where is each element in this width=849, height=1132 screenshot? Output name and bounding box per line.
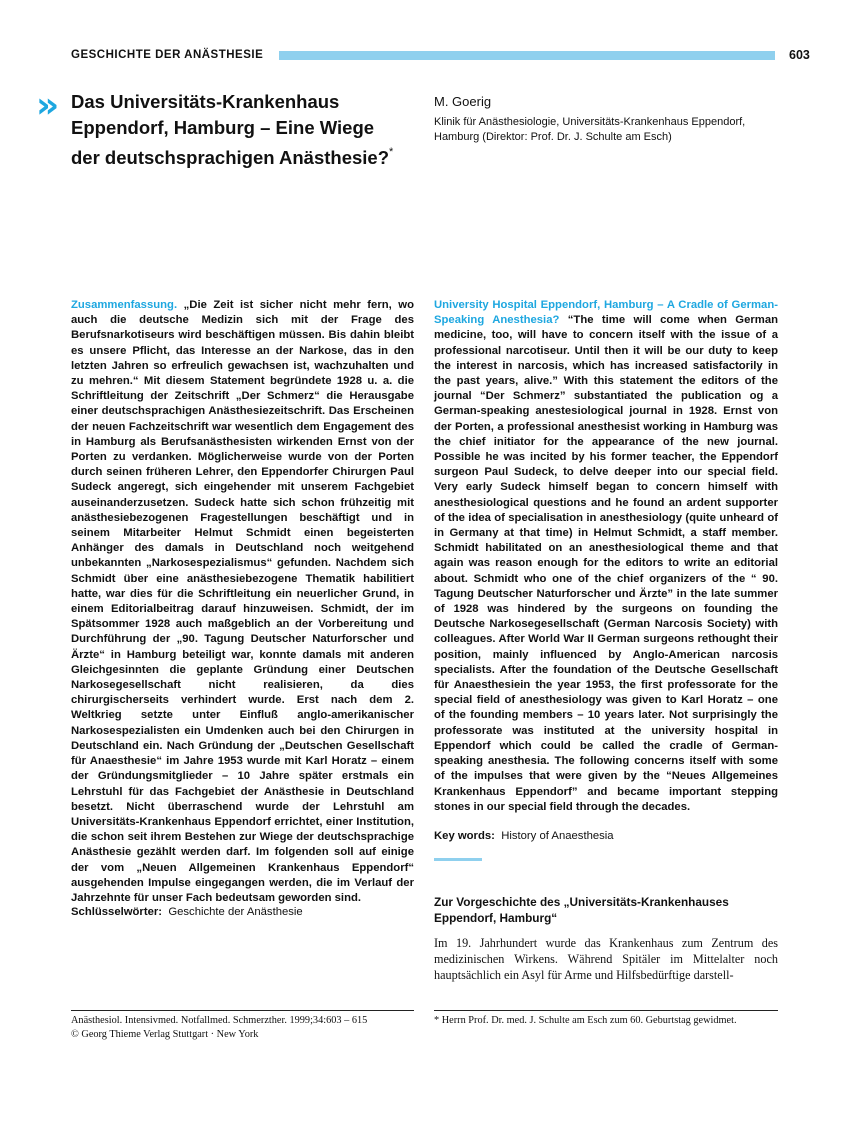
abstract-english-text: “The time will come when German medicine, too, will have to concern itself with the issue of a professional narcotiseur. Until then it will be our duty to keep the interest in narcosis, which has increased satisfactorily in the past years, alive.” With this statement the editors of the journal “Der Schmerz” substantiated the publication og a German-speaking anestesiological journal in 1928. Ernst von der Porten, a professional anesthesist working in Hamburg was the chief initiator for the appearance of the new journal. Possible he was incited by his former teacher, the Eppendorf surgeon Paul Sudeck, to delve deeper into our special field. Very early Sudeck himself began to concern himself with anesthesiological questions and he found an ardent supporter of the idea of specialisation in anesthesiology (quite unheard of in Germany at that time) in Helmut Schmidt, a staff member. Schmidt habilitated on an anesthesiological theme and that again was reason enough for the editors to write an editorial about. Schmidt who one of the chief organizers of the “ 90. Tagung Deutscher Naturforscher und Ärzte” in the late summer of 1928 was hindered by the surgeons on founding the Deutsche Narkosegesellschaft (German Narcosis Society) with colleagues. After World War II German surgeons rethought their position, mainly influenced by Anglo-American narcosis specialists. After the foundation of the Deutsche Gesellschaft für Anaesthesiein the year 1953, the first professorate for the special field of anesthesiology was given to Karl Horatz – one of the founding members – 10 years later. Not surprisingly the professorate was instituted at the university hospital in Eppendorf which could be called the cradle of German-speaking anesthesia. The following concerns itself with some of the impulses that were given by the “Neues Allgemeines Krankenhaus Eppendorf” and became important stepping stones in our special field through the decades. xyxy=(434,314,778,813)
header-accent-bar xyxy=(279,51,775,60)
keywords-english-label: Key words: xyxy=(434,830,495,842)
author-name: M. Goerig xyxy=(434,94,492,109)
footnote: * Herrn Prof. Dr. med. J. Schulte am Esch zum 60. Geburtstag gewidmet. xyxy=(434,1015,737,1026)
page-number: 603 xyxy=(789,48,810,62)
affiliation-line-2: Hamburg (Direktor: Prof. Dr. J. Schulte am Esch) xyxy=(434,131,672,143)
abstract-german-text: „Die Zeit ist sicher nicht mehr fern, wo auch die deutsche Medizin sich mit der Frage des Berufsnarkotiseurs wird beschäftigen müssen. Bis dahin bleibt es unsere Pflicht, das Interesse an der Narkose, das in den letzten Jahren so erfreulich gewachsen ist, wachzuhalten und zu mehren.“ Mit diesem Statement begründete 1928 u. a. die Schriftleitung der Zeitschrift „Der Schmerz“ die Herausgabe einer deutschsprachigen Anästhesiezeitschrift. Das Erscheinen der neuen Fachzeitschrift war wesentlich dem Engagement des in Hamburg als Berufsanästhesisten wirkenden Ernst von der Porten zu verdanken. Möglicherweise wurde von der Porten durch seinen früheren Lehrer, den Eppendorfer Chirurgen Paul Sudeck angeregt, sich eingehender mit unserem Fachgebiet auseinanderzusetzen. Sudeck hatte sich schon frühzeitig mit anästhesiebezogenen Fragestellungen beschäftigt und in seinem Mitarbeiter Helmut Schmidt einen begeisterten Anhänger des damals in Deutschland noch weitgehend unbekannten „Narkosespezialismus“ gefunden. Nachdem sich Schmidt über eine anästhesiebezogene Thematik habilitiert hatte, war dies für die Schriftleitung ein neuerlicher Grund, in einem Editorialbeitrag darauf hinzuweisen. Schmidt, der im Spätsommer 1928 auch maßgeblich an der Vorbereitung und Durchführung der „90. Tagung Deutscher Naturforscher und Ärzte“ in Hamburg beteiligt war, konnte damals mit anderen Gleichgesinnten die geplante Gründung einer Deutschen Narkosegesellschaft nicht realisieren, da dies chirurgischerseits verhindert wurde. Erst nach dem 2. Weltkrieg setzte unter Einfluß anglo-amerikanischer Narkosespezialisten ein Umdenken auch bei den Chirurgen in Deutschland ein. Nach Gründung der „Deutschen Gesellschaft für Anaesthesie“ im Jahre 1953 wurde mit Karl Horatz – einem der Gründungsmitglieder – 10 Jahre später erstmals ein Lehrstuhl für das Fachgebiet der Anästhesie in Deutschland besetzt. Nicht überraschend wurde der Lehrstuhl am Universitäts-Krankenhaus Eppendorf errichtet, einer Institution, die schon seit ihrem Bestehen zur Wiege der deutschsprachige Anästhesie gezählt werden darf. Im folgenden soll auf einige der vom „Neuen Allgemeinen Krankenhaus Eppendorf“ ausgehenden Impulse eingegangen werden, die im Verlauf der Jahrzehnte für unser Fach bedeutsam geworden sind. xyxy=(71,299,414,904)
section-header: GESCHICHTE DER ANÄSTHESIE xyxy=(71,49,264,61)
keywords-german-label: Schlüsselwörter: xyxy=(71,906,163,918)
article-title xyxy=(71,89,421,171)
title-line-3: der deutschsprachigen Anästhesie?* xyxy=(71,146,394,169)
keywords-german xyxy=(71,906,303,918)
body-paragraph: Im 19. Jahrhundert wurde das Krankenhaus zum Zentrum des medizinischen Wirkens. Während Spitäler im Mittelalter noch hauptsächlich ein Asyl für Arme und Hilfsbedürftige darstell- xyxy=(434,936,778,982)
keywords-english xyxy=(434,830,614,842)
section-divider xyxy=(434,858,482,861)
title-line-2: Eppendorf, Hamburg – Eine Wiege xyxy=(71,117,375,138)
citation-line-1: Anästhesiol. Intensivmed. Notfallmed. Schmerzther. 1999;34:603 – 615 xyxy=(71,1015,368,1026)
section-heading: Zur Vorgeschichte des „Universitäts-Krankenhauses Eppendorf, Hamburg“ xyxy=(434,895,729,925)
abstract-german xyxy=(71,298,414,906)
keywords-english-value: History of Anaesthesia xyxy=(501,830,614,842)
title-line-1: Das Universitäts-Krankenhaus xyxy=(71,91,340,112)
citation xyxy=(71,1014,367,1042)
footer-rule-left xyxy=(71,1010,414,1011)
title-footnote-mark: * xyxy=(389,146,394,158)
abstract-english-lead: University Hospital Eppendorf, Hamburg – A Cradle of German-Speaking Anesthesia? xyxy=(434,299,778,327)
abstract-german-lead: Zusammenfassung. xyxy=(71,299,178,311)
citation-line-2: © Georg Thieme Verlag Stuttgart · New York xyxy=(71,1029,259,1040)
affiliation-line-1: Klinik für Anästhesiologie, Universitäts-Krankenhaus Eppendorf, xyxy=(434,116,746,128)
quote-mark-icon: » xyxy=(36,85,54,126)
abstract-english xyxy=(434,298,778,815)
footer-rule-right xyxy=(434,1010,778,1011)
keywords-german-value: Geschichte der Anästhesie xyxy=(168,906,303,918)
affiliation xyxy=(434,115,784,145)
